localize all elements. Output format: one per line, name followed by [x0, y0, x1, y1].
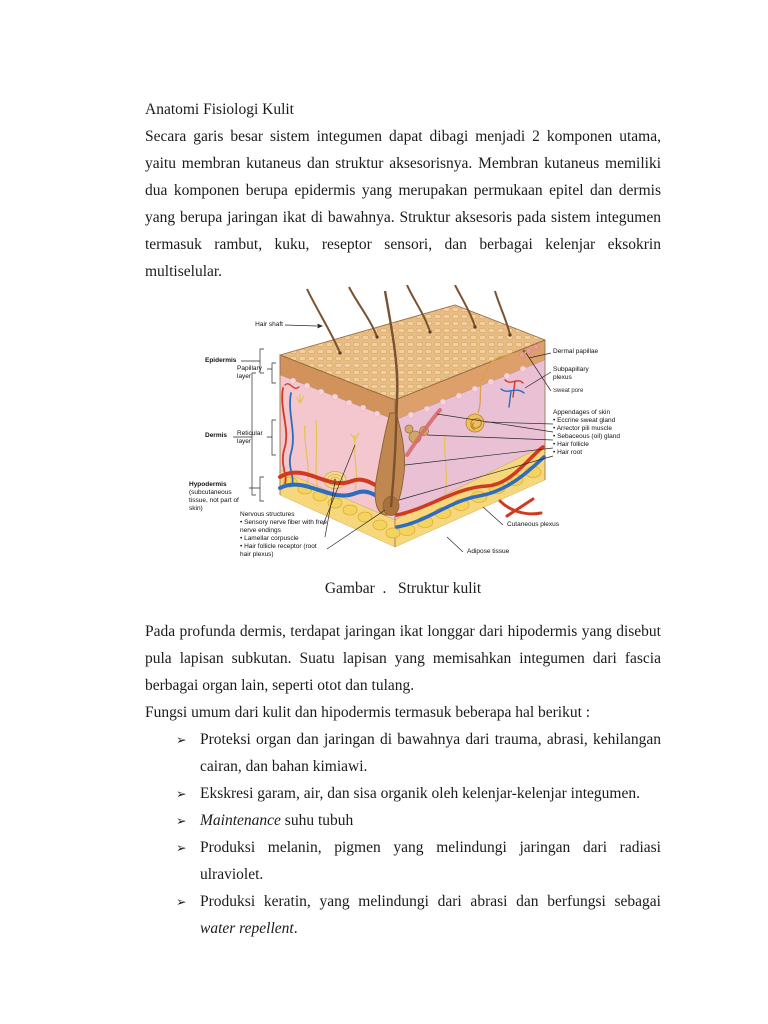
label-appendages: [553, 409, 623, 457]
bullet-arrow-icon: ➢: [176, 894, 187, 909]
list-item: [145, 807, 661, 834]
label-eccrine-sweat-gland: • Eccrine sweat gland: [553, 417, 616, 424]
bullet-arrow-icon: ➢: [176, 840, 187, 855]
hypodermis-paragraph: Pada profunda dermis, terdapat jaringan ikat longgar dari hipodermis yang disebut pula lapisan subkutan. Suatu lapisan yang memisahkan integumen dari fascia berbagai organ lain, seperti otot dan tulang.: [145, 623, 661, 694]
label-appendages-header: Appendages of skin: [553, 409, 611, 416]
list-item-text: Produksi melanin, pigmen yang melindungi jaringan dari radiasi ulraviolet.: [200, 839, 661, 883]
arrowhead-icon: [318, 324, 324, 329]
list-item: [145, 780, 661, 807]
list-item-text-italic: Maintenance: [200, 812, 281, 829]
list-item-text: Proteksi organ dan jaringan di bawahnya dari trauma, abrasi, kehilangan cairan, dan bahan kimiawi.: [200, 731, 661, 775]
list-item-text: Ekskresi garam, air, dan sisa organik oleh kelenjar-kelenjar integumen.: [200, 785, 640, 802]
list-item-text: Produksi keratin, yang melindungi dari abrasi dan berfungsi sebagai: [200, 893, 661, 910]
label-arrector-pili-muscle: • Arrector pili muscle: [553, 425, 612, 432]
label-nervous-header: Nervous structures: [240, 511, 295, 518]
label-hair-follicle: • Hair follicle: [553, 441, 589, 448]
label-hair-shaft: Hair shaft: [255, 321, 283, 328]
label-lamellar-corpuscle: • Lamellar corpuscle: [240, 535, 299, 542]
label-hypodermis-note: (subcutaneous tissue, not part of skin): [189, 489, 239, 512]
bullet-arrow-icon: ➢: [176, 786, 187, 801]
label-sebaceous-gland: • Sebaceous (oil) gland: [553, 433, 620, 440]
bullet-arrow-icon: ➢: [176, 813, 187, 828]
label-sensory-nerve-fiber: • Sensory nerve fiber with free nerve endings: [240, 519, 327, 534]
label-cutaneous-plexus: Cutaneous plexus: [507, 521, 560, 528]
list-item: [145, 888, 661, 942]
label-hair-follicle-receptor: • Hair follicle receptor (root hair plexus): [240, 543, 317, 558]
label-adipose-tissue: Adipose tissue: [467, 548, 510, 555]
label-subpapillary-plexus: Subpapillary plexus: [553, 366, 589, 381]
functions-intro: Fungsi umum dari kulit dan hipodermis termasuk beberapa hal berikut :: [145, 704, 591, 721]
page-title: Anatomi Fisiologi Kulit: [145, 101, 294, 118]
label-papillary-layer: Papillary layer: [237, 365, 262, 380]
list-item-text: suhu tubuh: [280, 812, 354, 829]
label-hypodermis: [189, 481, 249, 513]
label-hair-root: • Hair root: [553, 449, 583, 456]
list-item-text: .: [293, 920, 298, 937]
label-epidermis: Epidermis: [205, 357, 237, 364]
sweat-pore-dot: [523, 350, 526, 353]
list-item: [145, 834, 661, 888]
bullet-arrow-icon: ➢: [176, 732, 187, 747]
skin-diagram: [145, 285, 623, 573]
label-dermis: Dermis: [205, 432, 228, 439]
list-item: [145, 726, 661, 780]
intro-paragraph: Secara garis besar sistem integumen dapat dibagi menjadi 2 komponen utama, yaitu membran kutaneus dan struktur aksesorisnya. Membran kutaneus memiliki dua komponen berupa epidermis yang merupakan permukaan epitel dan dermis yang berupa jaringan ikat di bawahnya. Struktur aksesoris pada sistem integumen termasuk rambut, kuku, reseptor sensori, dan berbagai kelenjar eksokrin multiselular.: [145, 128, 661, 280]
list-item-text-italic: water repellent: [200, 920, 294, 937]
label-nervous-structures: [240, 511, 328, 559]
skin-functions-list: [145, 726, 661, 942]
figure-caption: Gambar . Struktur kulit: [324, 580, 482, 597]
label-reticular-layer: Reticular layer: [237, 430, 263, 445]
label-hypodermis-title: Hypodermis: [189, 481, 227, 488]
skin-structure-figure: [145, 285, 623, 573]
label-dermal-papillae: Dermal papillae: [553, 348, 599, 355]
label-sweat-pore: Sweat pore: [553, 388, 584, 394]
